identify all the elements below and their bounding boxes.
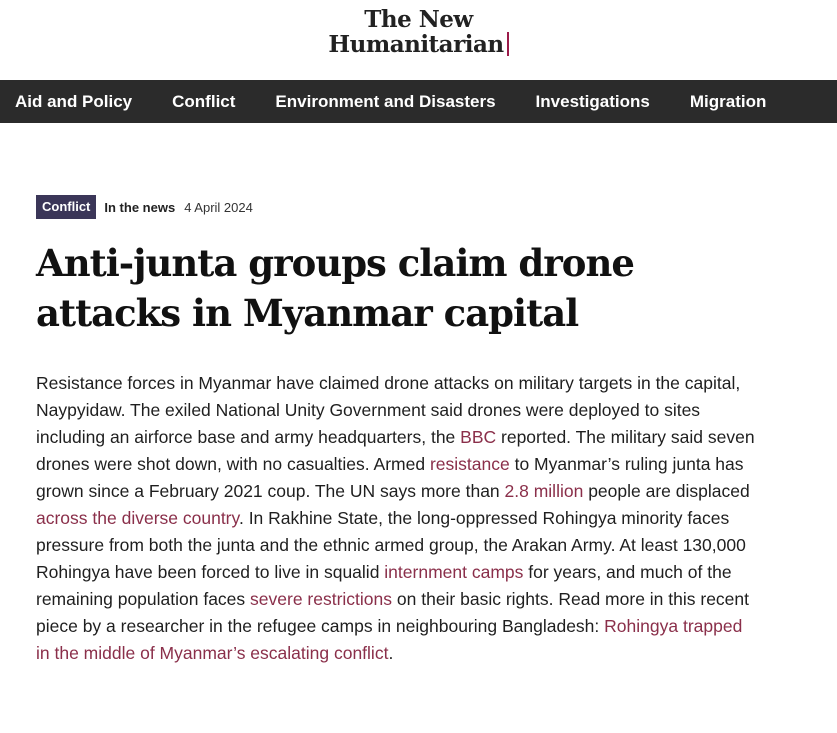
nav-item-environment-and-disasters[interactable]: Environment and Disasters <box>275 91 496 111</box>
link-rohingya-trapped[interactable]: Rohingya trapped in the middle of Myanmar’s escalating conflict <box>36 616 743 663</box>
body-text: to Myanmar’s ruling junta has grown since a February 2021 coup. The UN says more than <box>36 454 744 501</box>
link-bbc[interactable]: BBC <box>460 427 497 447</box>
link-resistance[interactable]: resistance <box>429 454 510 474</box>
nav-item-conflict[interactable]: Conflict <box>172 91 236 111</box>
link-2-8-million[interactable]: 2.8 million <box>504 481 584 501</box>
masthead <box>0 0 837 80</box>
article-body <box>36 370 756 667</box>
body-text: people are displaced <box>583 481 750 501</box>
main-nav <box>0 80 837 123</box>
logo-line-1: The New <box>364 6 473 33</box>
publish-date: 4 April 2024 <box>184 199 253 215</box>
site-logo[interactable] <box>0 8 837 59</box>
logo-line-2-text: Humanitarian <box>328 31 504 58</box>
link-internment-camps[interactable]: internment camps <box>384 562 524 582</box>
nav-item-aid-and-policy[interactable]: Aid and Policy <box>15 91 133 111</box>
article-type: In the news <box>104 199 176 215</box>
article-meta <box>36 195 253 219</box>
body-text: reported. The military said seven drones were shot down, with no casualties. Armed <box>36 427 755 474</box>
link-across-the-diverse-country[interactable]: across the diverse country <box>36 508 239 528</box>
category-tag[interactable]: Conflict <box>36 195 96 219</box>
nav-item-investigations[interactable]: Investigations <box>535 91 650 111</box>
body-text: for years, and much of the remaining population faces <box>36 562 732 609</box>
body-text: Resistance forces in Myanmar have claimed drone attacks on military targets in the capital, Naypyidaw. The exiled National Unity Government said drones were deployed to sites including an airforce base and army headquarters, the <box>36 373 741 447</box>
body-text: . <box>388 643 394 663</box>
body-text: . In Rakhine State, the long-oppressed Rohingya minority faces pressure from both the junta and the ethnic armed group, the Arakan Army. At least 130,000 Rohingya have been forced to live in squalid <box>36 508 746 582</box>
body-text: on their basic rights. Read more in this recent piece by a researcher in the refugee camps in neighbouring Bangladesh: <box>36 589 750 636</box>
link-severe-restrictions[interactable]: severe restrictions <box>250 589 393 609</box>
nav-item-migration[interactable]: Migration <box>689 91 767 111</box>
logo-line-2 <box>328 32 508 57</box>
logo-cursor-mark <box>507 32 509 56</box>
article-headline: Anti-junta groups claim drone attacks in Myanmar capital <box>36 241 634 335</box>
